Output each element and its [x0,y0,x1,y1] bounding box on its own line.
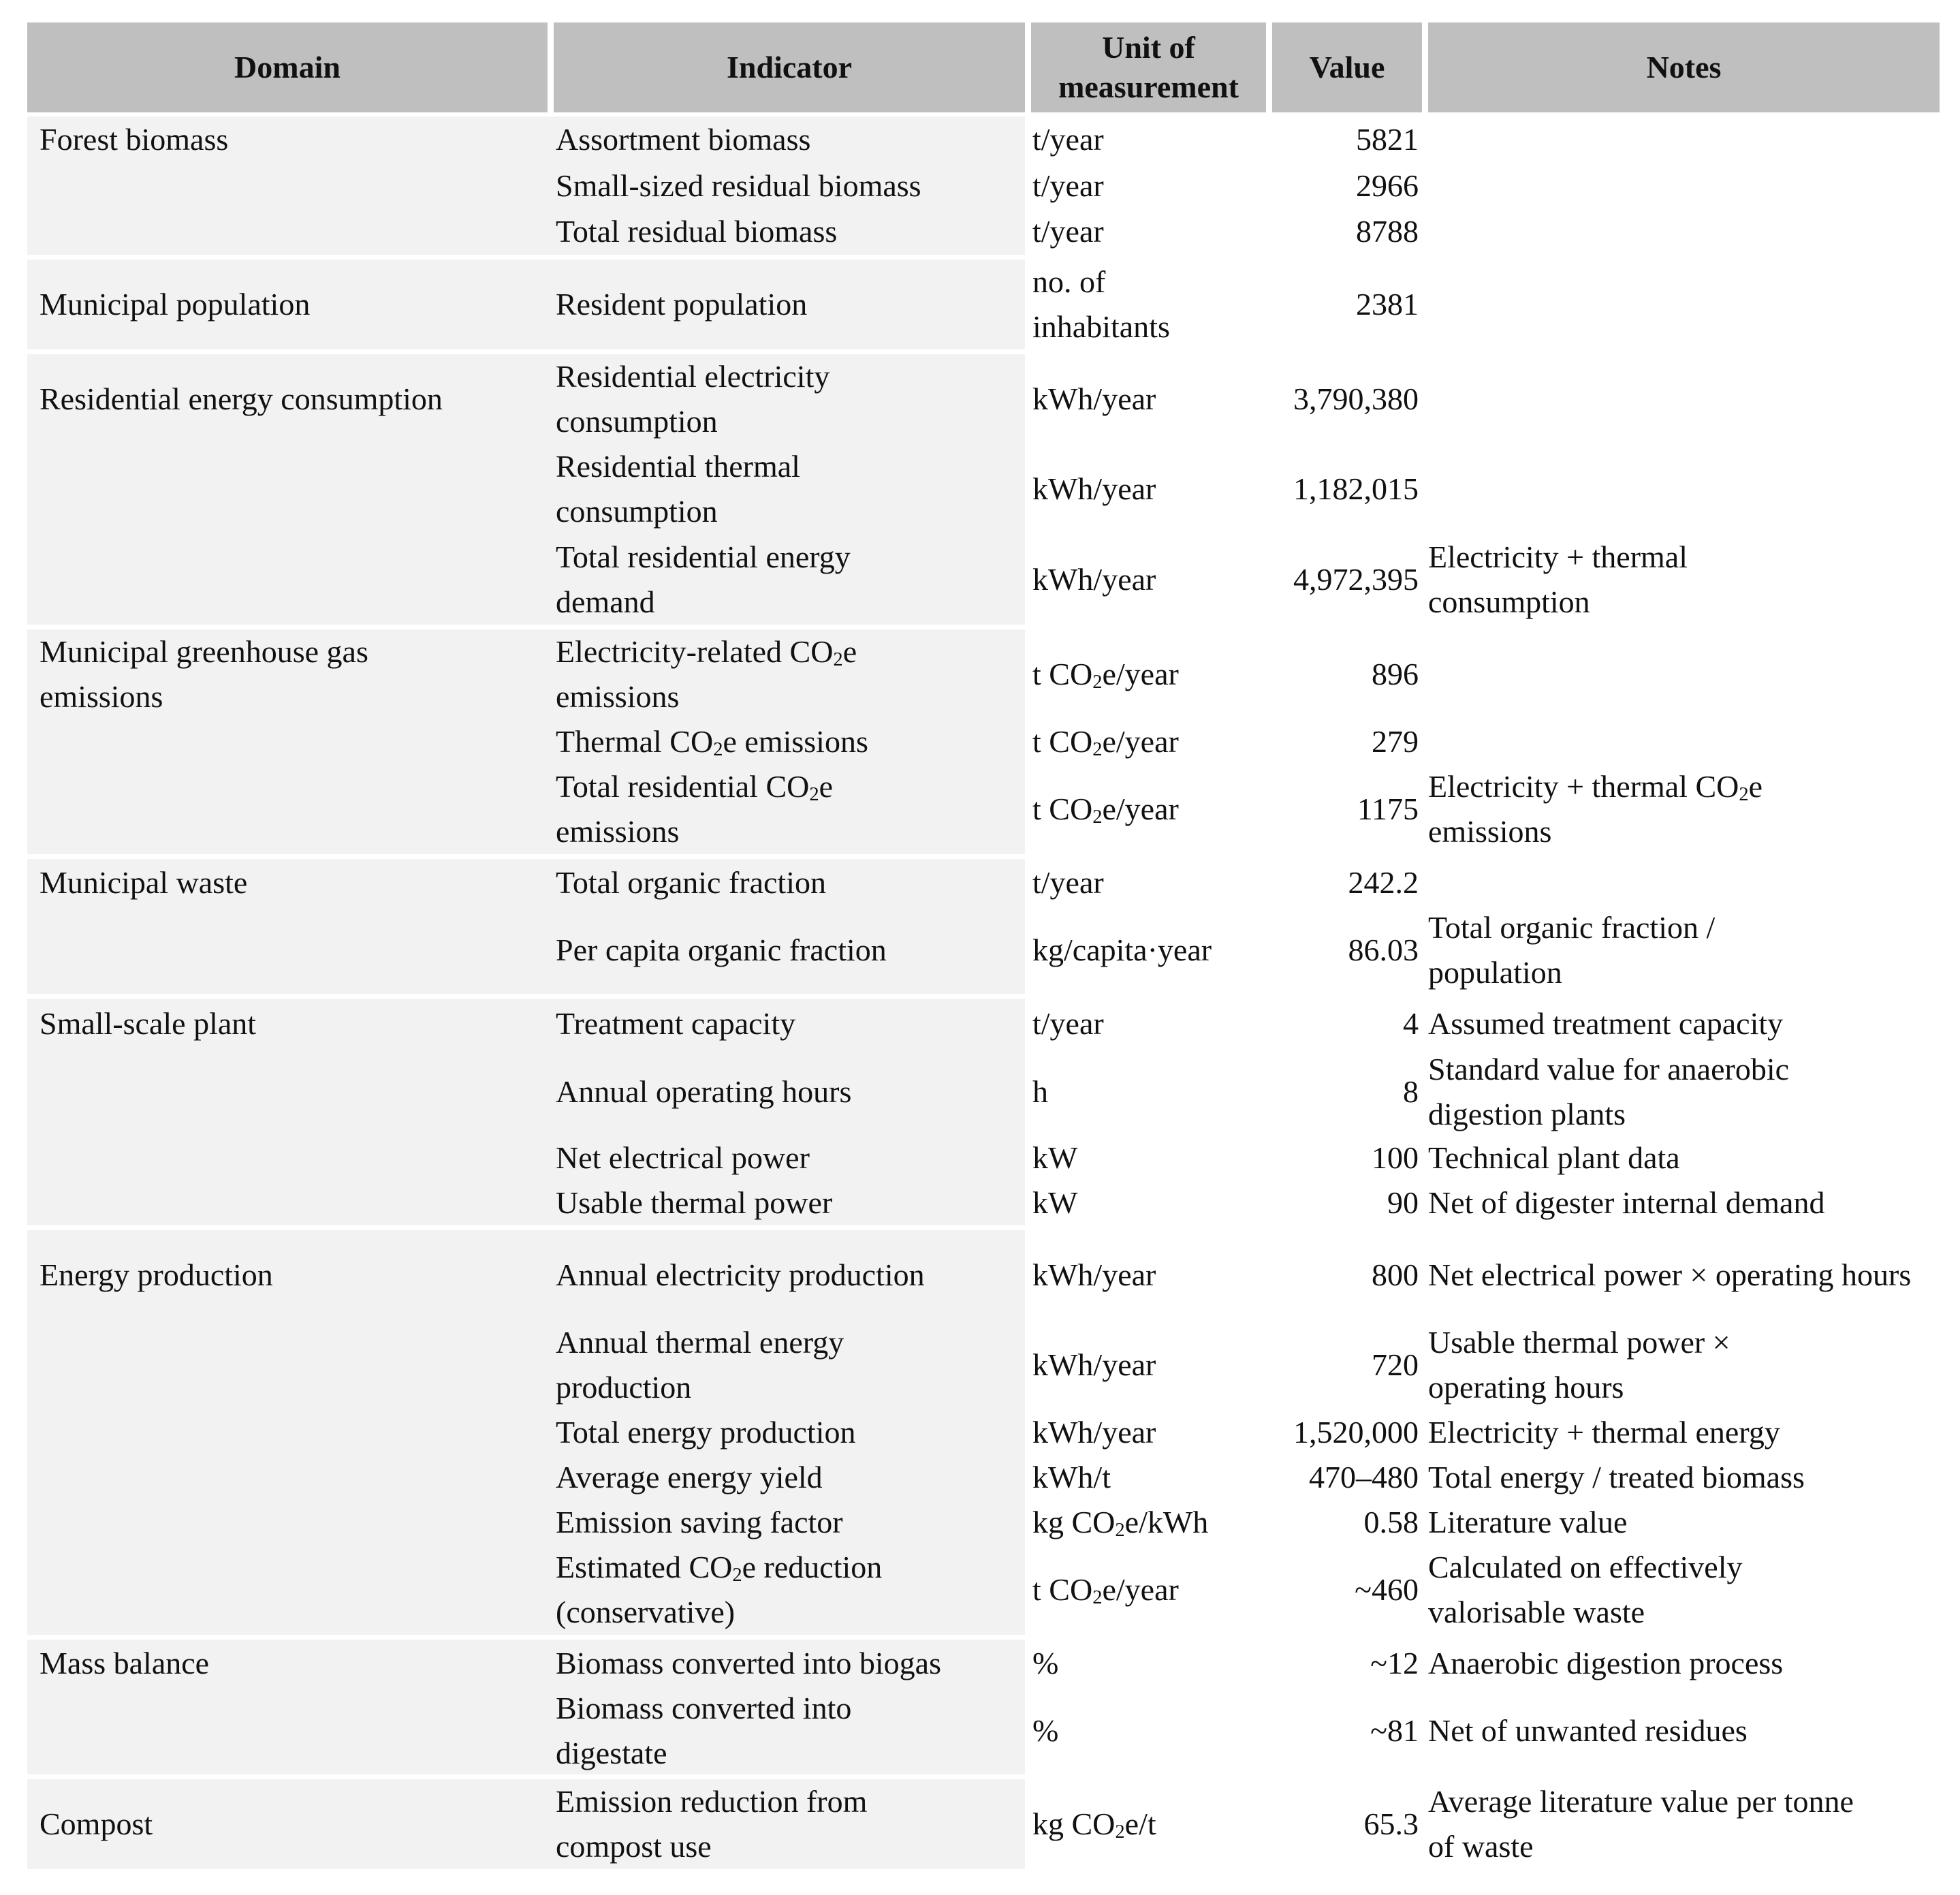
notes-cell: Electricity + thermal consumption [1428,539,1688,619]
indicator-cell: Biomass converted into biogas [556,1646,941,1680]
domain-cell: Municipal waste [39,865,248,900]
notes-cell [1428,719,1940,764]
value-cell: 470–480 [1309,1460,1419,1494]
notes-cell [1428,208,1940,255]
data-table [27,22,1940,1869]
value-cell: 65.3 [1363,1806,1419,1841]
unit-cell: t/year [1032,168,1104,203]
header-notes: Notes [1428,22,1940,112]
indicator-cell: Assortment biomass [556,122,811,157]
notes-cell: Electricity + thermal energy [1428,1415,1780,1450]
notes-cell: Assumed treatment capacity [1428,1005,1784,1041]
unit-cell: t $CO_2e$/year [1032,724,1179,761]
indicator-cell: Average energy yield [556,1460,823,1494]
indicator-cell: Residential thermal consumption [556,449,800,529]
value-cell: 2381 [1356,287,1419,322]
row-group [27,1640,1940,1774]
notes-cell [1428,260,1940,349]
value-cell: 8 [1403,1074,1419,1109]
notes-cell [1428,859,1940,907]
notes-cell: Standard value for anaerobic digestion plants [1428,1052,1790,1131]
unit-cell: kW [1032,1185,1078,1220]
header-unit: Unit of measurement [1031,22,1266,112]
indicator-cell: Estimated $CO_2e$ reduction (conservative) [556,1550,883,1629]
notes-cell [1428,163,1940,208]
unit-cell: t $CO_2e$/year [1032,792,1179,828]
row-group [27,859,1940,994]
indicator-cell: Residential electricity consumption [556,359,830,439]
value-cell: 2966 [1356,168,1419,203]
value-cell: 720 [1372,1347,1419,1382]
indicator-cell: Net electrical power [556,1140,810,1175]
row-group [27,1779,1940,1869]
indicator-cell: Resident population [556,287,808,322]
notes-cell: Net of unwanted residues [1428,1713,1748,1748]
unit-cell: kWh/year [1032,381,1156,416]
unit-cell: t/year [1032,1005,1104,1041]
domain-cell: Mass balance [39,1646,210,1680]
table-header [27,22,1940,112]
unit-cell: kg $CO_2e$/kWh [1032,1505,1209,1541]
indicator-cell: Annual electricity production [556,1257,925,1292]
notes-cell: Literature value [1428,1505,1628,1539]
indicator-cell: Total organic fraction [556,865,826,900]
notes-cell: Total organic fraction / population [1428,910,1716,990]
unit-cell: kg $CO_2e/t$ [1032,1806,1156,1843]
indicator-cell: Total energy production [556,1415,856,1450]
indicator-cell: Annual operating hours [556,1074,852,1109]
unit-cell: t $CO_2e$/year [1032,657,1179,693]
notes-cell: Electricity + thermal $CO_2e$ emissions [1428,769,1763,849]
unit-cell: kWh/year [1032,471,1156,506]
row-group [27,999,1940,1225]
notes-cell: Total energy / treated biomass [1428,1460,1805,1494]
notes-cell [1428,354,1940,444]
row-group [27,354,1940,625]
value-cell: 1,520,000 [1293,1415,1419,1450]
value-cell: 86.03 [1348,933,1419,967]
domain-cell: Forest biomass [39,122,229,157]
notes-cell: Average literature value per tonne of waste [1428,1784,1854,1864]
unit-cell: t $CO_2e$/year [1032,1572,1179,1609]
notes-cell: Usable thermal power × operating hours [1428,1325,1730,1405]
value-cell: 8788 [1356,214,1419,249]
domain-cell: Municipal population [39,287,311,322]
value-cell: ~81 [1370,1713,1419,1748]
value-cell: 100 [1372,1140,1419,1175]
header-domain: Domain [27,22,548,112]
indicator-cell: Total residual biomass [556,214,838,249]
value-cell: 242.2 [1348,865,1419,900]
unit-cell: % [1032,1713,1059,1748]
unit-cell: kWh/year [1032,1347,1156,1382]
unit-cell: kWh/year [1032,1257,1156,1292]
indicator-cell: Total residential energy demand [556,539,851,619]
notes-cell: Net of digester internal demand [1428,1185,1825,1220]
table-body [27,116,1940,1869]
domain-cell: Compost [39,1806,153,1841]
value-cell: 1,182,015 [1293,471,1419,506]
indicator-cell: Emission reduction from compost use [556,1784,868,1864]
row-group [27,629,1940,854]
value-cell: 4,972,395 [1293,561,1419,597]
notes-cell: Anaerobic digestion process [1428,1646,1784,1680]
indicator-cell: Total residential $CO_2e$ emissions [556,769,834,849]
header-value: Value [1272,22,1422,112]
value-cell: 800 [1372,1257,1419,1292]
value-cell: 0.58 [1363,1505,1419,1539]
value-cell: 90 [1387,1185,1419,1220]
unit-cell: kWh/year [1032,1415,1156,1450]
unit-cell: t/year [1032,122,1104,157]
unit-cell: no. of inhabitants [1032,264,1170,344]
domain-cell: Small-scale plant [39,1005,257,1041]
notes-cell [1428,629,1940,719]
unit-cell: kWh/t [1032,1460,1111,1494]
value-cell: 3,790,380 [1293,381,1419,416]
value-cell: 1175 [1357,792,1419,826]
unit-cell: t/year [1032,214,1104,249]
unit-cell: kW [1032,1140,1078,1175]
unit-cell: t/year [1032,865,1104,900]
unit-cell: % [1032,1646,1059,1680]
header-indicator: Indicator [554,22,1025,112]
notes-cell: Calculated on effectively valorisable waste [1428,1550,1743,1629]
value-cell: 5821 [1356,122,1419,157]
notes-cell: Technical plant data [1428,1140,1680,1175]
value-cell: 4 [1403,1005,1419,1041]
domain-cell: Residential energy consumption [39,381,443,416]
domain-cell: Energy production [39,1257,273,1292]
row-group [27,260,1940,349]
unit-cell: kWh/year [1032,561,1156,597]
unit-cell: kg/capita·year [1032,933,1212,967]
indicator-cell: Emission saving factor [556,1505,843,1539]
unit-cell: h [1032,1074,1048,1109]
row-group [27,1230,1940,1635]
indicator-cell: Small-sized residual biomass [556,168,921,203]
indicator-cell: Treatment capacity [556,1005,796,1041]
indicator-cell: Biomass converted into digestate [556,1691,852,1770]
indicator-cell: Thermal $CO_2e$ emissions [556,724,868,761]
indicator-cell: Annual thermal energy production [556,1325,844,1405]
value-cell: 279 [1372,724,1419,759]
value-cell: ~460 [1355,1572,1419,1607]
domain-cell: Municipal greenhouse gas emissions [39,634,368,714]
indicator-cell: Per capita organic fraction [556,933,887,967]
notes-cell [1428,444,1940,534]
value-cell: 896 [1372,657,1419,691]
value-cell: ~12 [1370,1646,1419,1680]
notes-cell: Net electrical power × operating hours [1428,1257,1912,1292]
indicator-cell: Electricity-related $CO_2e$ emissions [556,634,857,714]
indicator-cell: Usable thermal power [556,1185,833,1220]
row-group [27,116,1940,255]
notes-cell [1428,116,1940,163]
